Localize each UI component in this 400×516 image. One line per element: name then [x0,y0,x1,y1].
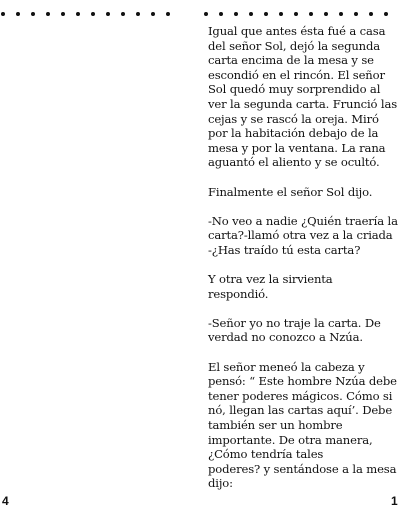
decorative-dot [339,12,343,16]
decorative-dot [151,12,155,16]
decorative-dot [354,12,358,16]
decorative-dot [91,12,95,16]
decorative-dot [61,12,65,16]
decorative-dot [264,12,268,16]
decorative-dot [31,12,35,16]
decorative-dot [249,12,253,16]
paragraph: Igual que antes ésta fué a casa del señor Sol, dejó la segunda carta encima de la mesa y se escondió en el rincón. El señor Sol quedó muy sorprendido al ver la segunda carta. Frunció las cejas y se rascó la oreja. Miró por la habitación debajo de la mesa y por la ventana. La rana aguantó el aliento y se ocultó. [208,24,398,170]
decorative-dot [46,12,50,16]
decorative-dot [309,12,313,16]
decorative-dot [1,12,5,16]
decorative-dot [136,12,140,16]
paragraph: El señor meneó la cabeza y pensó: “ Este hombre Nzúa debe tener poderes mágicos. Cómo si nó, llegan las cartas aquí’. Debe también ser un hombre importante. De otra manera, ¿Cómo tendría tales poderes? y sentándose a la mesa dijo: [208,359,397,491]
decorative-dot [369,12,373,16]
decorative-dot [121,12,125,16]
paragraph: Finalmente el señor Sol dijo. [208,184,373,199]
decorative-dot [234,12,238,16]
story-text-column [208,24,398,506]
decorative-dot [294,12,298,16]
decorative-dot [166,12,170,16]
decorative-dot [219,12,223,16]
decorative-dot [204,12,208,16]
paragraph: -No veo a nadie ¿Quién traería la carta?-llamó otra vez a la criada -¿Has traído tú esta carta? [208,213,398,257]
paragraph: -Señor yo no traje la carta. De verdad no conozco a Nzúa. [208,315,381,345]
decorative-dot-border-left [1,12,181,18]
decorative-dot [76,12,80,16]
decorative-dot [384,12,388,16]
paragraph: Y otra vez la sirvienta respondió. [208,272,333,301]
decorative-dot [106,12,110,16]
decorative-dot-border-right [204,12,399,18]
decorative-dot [279,12,283,16]
decorative-dot [16,12,20,16]
page-number-right: 1 [391,494,398,508]
decorative-dot [324,12,328,16]
page-number-left: 4 [2,494,9,508]
